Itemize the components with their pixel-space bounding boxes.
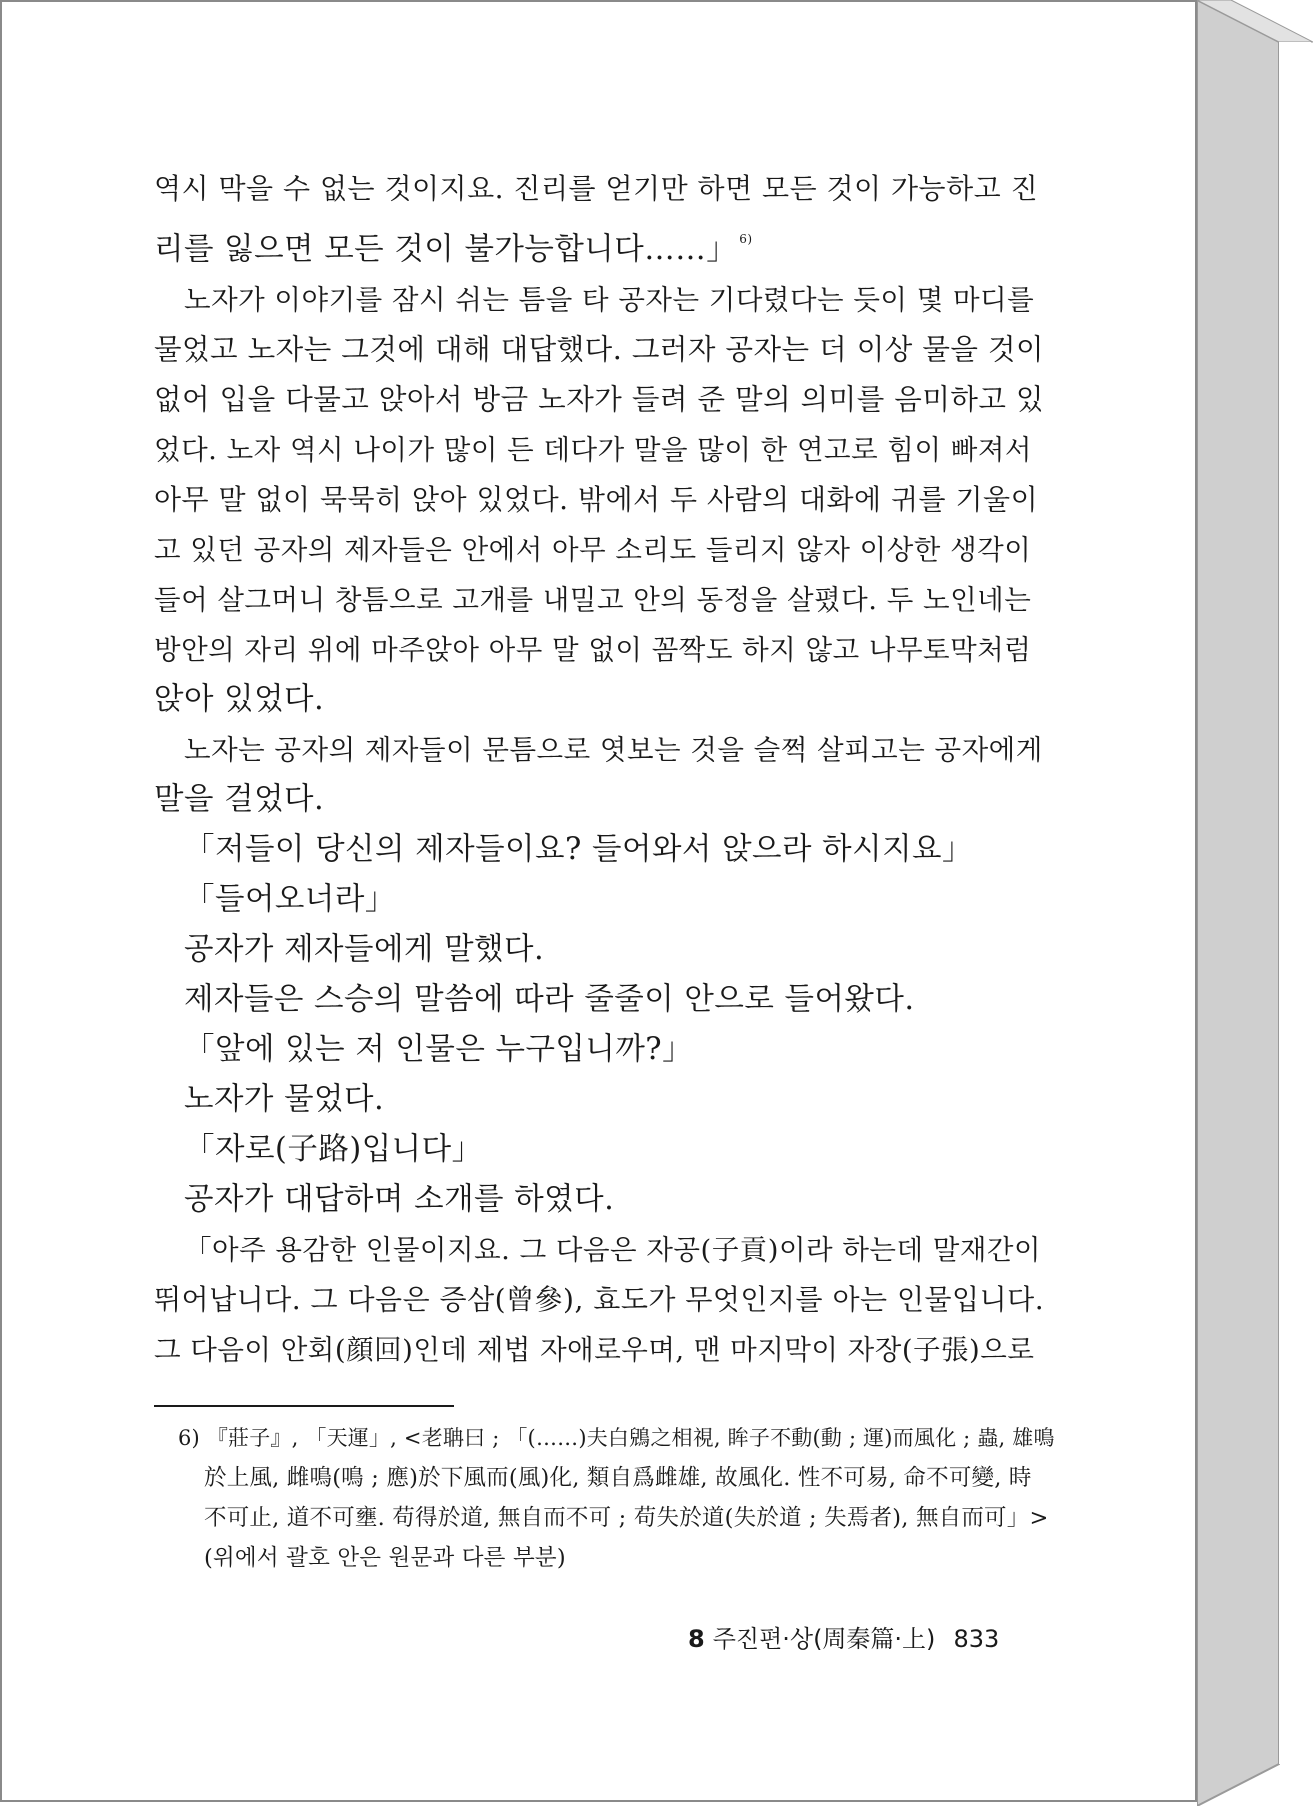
body-line (154, 575, 1044, 625)
body-line (154, 725, 1044, 775)
body-line (154, 214, 1044, 275)
body-line-text: 「아주 용감한 인물이지요. 그 다음은 자공(子貢)이라 하는데 말재간이 (184, 1234, 1042, 1266)
body-line-text: 앉아 있었다. (154, 682, 325, 717)
chapter-number: 8 (688, 1625, 705, 1653)
body-line (154, 1175, 1044, 1225)
body-line (154, 275, 1044, 325)
body-line (154, 675, 1044, 725)
body-line-text: 뛰어납니다. 그 다음은 증삼(曾參), 효도가 무엇인지를 아는 인물입니다. (154, 1283, 1045, 1316)
body-line (154, 325, 1044, 375)
book-edge-shape (1197, 0, 1313, 1806)
body-line-text: 노자가 이야기를 잠시 쉬는 틈을 타 공자는 기다렸다는 듯이 몇 마디를 (184, 284, 1035, 316)
body-line-text: 노자는 공자의 제자들이 문틈으로 엿보는 것을 슬쩍 살피고는 공자에게 (184, 734, 1043, 766)
book-edge (1197, 0, 1313, 1806)
body-line-text: 아무 말 없이 묵묵히 앉아 있었다. 밖에서 두 사람의 대화에 귀를 기울이 (154, 483, 1039, 516)
body-line (154, 164, 1044, 214)
footnote-line: 6) 『莊子』, 「天運」, <老聃曰 ; 「(……)夫白鶂之相視, 眸子不動(動 ; 運)而風化 ; 蟲, 雄鳴 (178, 1426, 1055, 1450)
body-line-text: 공자가 제자들에게 말했다. (184, 932, 545, 967)
body-line-text: 물었고 노자는 그것에 대해 대답했다. 그러자 공자는 더 이상 물을 것이 (154, 333, 1045, 366)
body-line-text: 공자가 대답하며 소개를 하였다. (184, 1182, 615, 1217)
body-line-text: 방안의 자리 위에 마주앉아 아무 말 없이 꼼짝도 하지 않고 나무토막처럼 (154, 634, 1032, 666)
footnote-line: 於上風, 雌鳴(鳴 ; 應)於下風而(風)化, 類自爲雌雄, 故風化. 性不可易, 命不可變, 時 (204, 1465, 1032, 1491)
body-line (154, 375, 1044, 425)
body-line (154, 1275, 1044, 1325)
body-line (154, 1325, 1044, 1375)
body-text (154, 164, 1044, 1375)
body-line (154, 1075, 1044, 1125)
footnote-separator (154, 1405, 454, 1407)
body-line-text: 들어 살그머니 창틈으로 고개를 내밀고 안의 동정을 살폈다. 두 노인네는 (154, 584, 1032, 616)
body-line-text: 었다. 노자 역시 나이가 많이 든 데다가 말을 많이 한 연고로 힘이 빠져서 (154, 434, 1032, 466)
page-number: 833 (953, 1625, 1000, 1653)
body-line (154, 1025, 1044, 1075)
body-line (154, 475, 1044, 525)
body-line-text: 역시 막을 수 없는 것이지요. 진리를 얻기만 하면 모든 것이 가능하고 진 (154, 172, 1039, 205)
body-line-text: 「들어오너라」 (184, 882, 396, 917)
body-line (154, 875, 1044, 925)
body-line-text: 그 다음이 안회(顔回)인데 제법 자애로우며, 맨 마지막이 자장(子張)으로 (154, 1334, 1035, 1366)
footnote-line: (위에서 괄호 안은 원문과 다른 부분) (204, 1545, 566, 1571)
body-line-text: 「앞에 있는 저 인물은 누구입니까?」 (184, 1032, 694, 1067)
body-line-text: 노자가 물었다. (184, 1082, 385, 1117)
body-line-text: 없어 입을 다물고 앉아서 방금 노자가 들려 준 말의 의미를 음미하고 있 (154, 383, 1045, 416)
body-line (154, 825, 1044, 875)
body-line (154, 625, 1044, 675)
footnote (178, 1418, 1058, 1578)
body-line-text: 고 있던 공자의 제자들은 안에서 아무 소리도 들리지 않자 이상한 생각이 (154, 534, 1032, 566)
footnote-reference: 6) (739, 232, 753, 246)
body-line (154, 775, 1044, 825)
body-line-text: 「저들이 당신의 제자들이요? 들어와서 앉으라 하시지요」 (184, 832, 974, 867)
body-line (154, 425, 1044, 475)
body-line-text: 「자로(子路)입니다」 (184, 1132, 483, 1167)
body-line (154, 1225, 1044, 1275)
body-line (154, 925, 1044, 975)
body-line (154, 975, 1044, 1025)
page-footer (688, 1622, 999, 1656)
body-line (154, 1125, 1044, 1175)
chapter-title: 주진편·상(周秦篇·上) (712, 1625, 936, 1653)
body-line-text: 말을 걸었다. (154, 782, 325, 817)
body-line-text: 제자들은 스승의 말씀에 따라 줄줄이 안으로 들어왔다. (184, 982, 915, 1017)
body-line-text: 리를 잃으면 모든 것이 불가능합니다……」 (154, 232, 738, 267)
body-line (154, 525, 1044, 575)
footnote-line: 不可止, 道不可壅. 苟得於道, 無自而不可 ; 苟失於道(失於道 ; 失焉者), 無自而可」> (204, 1505, 1049, 1531)
